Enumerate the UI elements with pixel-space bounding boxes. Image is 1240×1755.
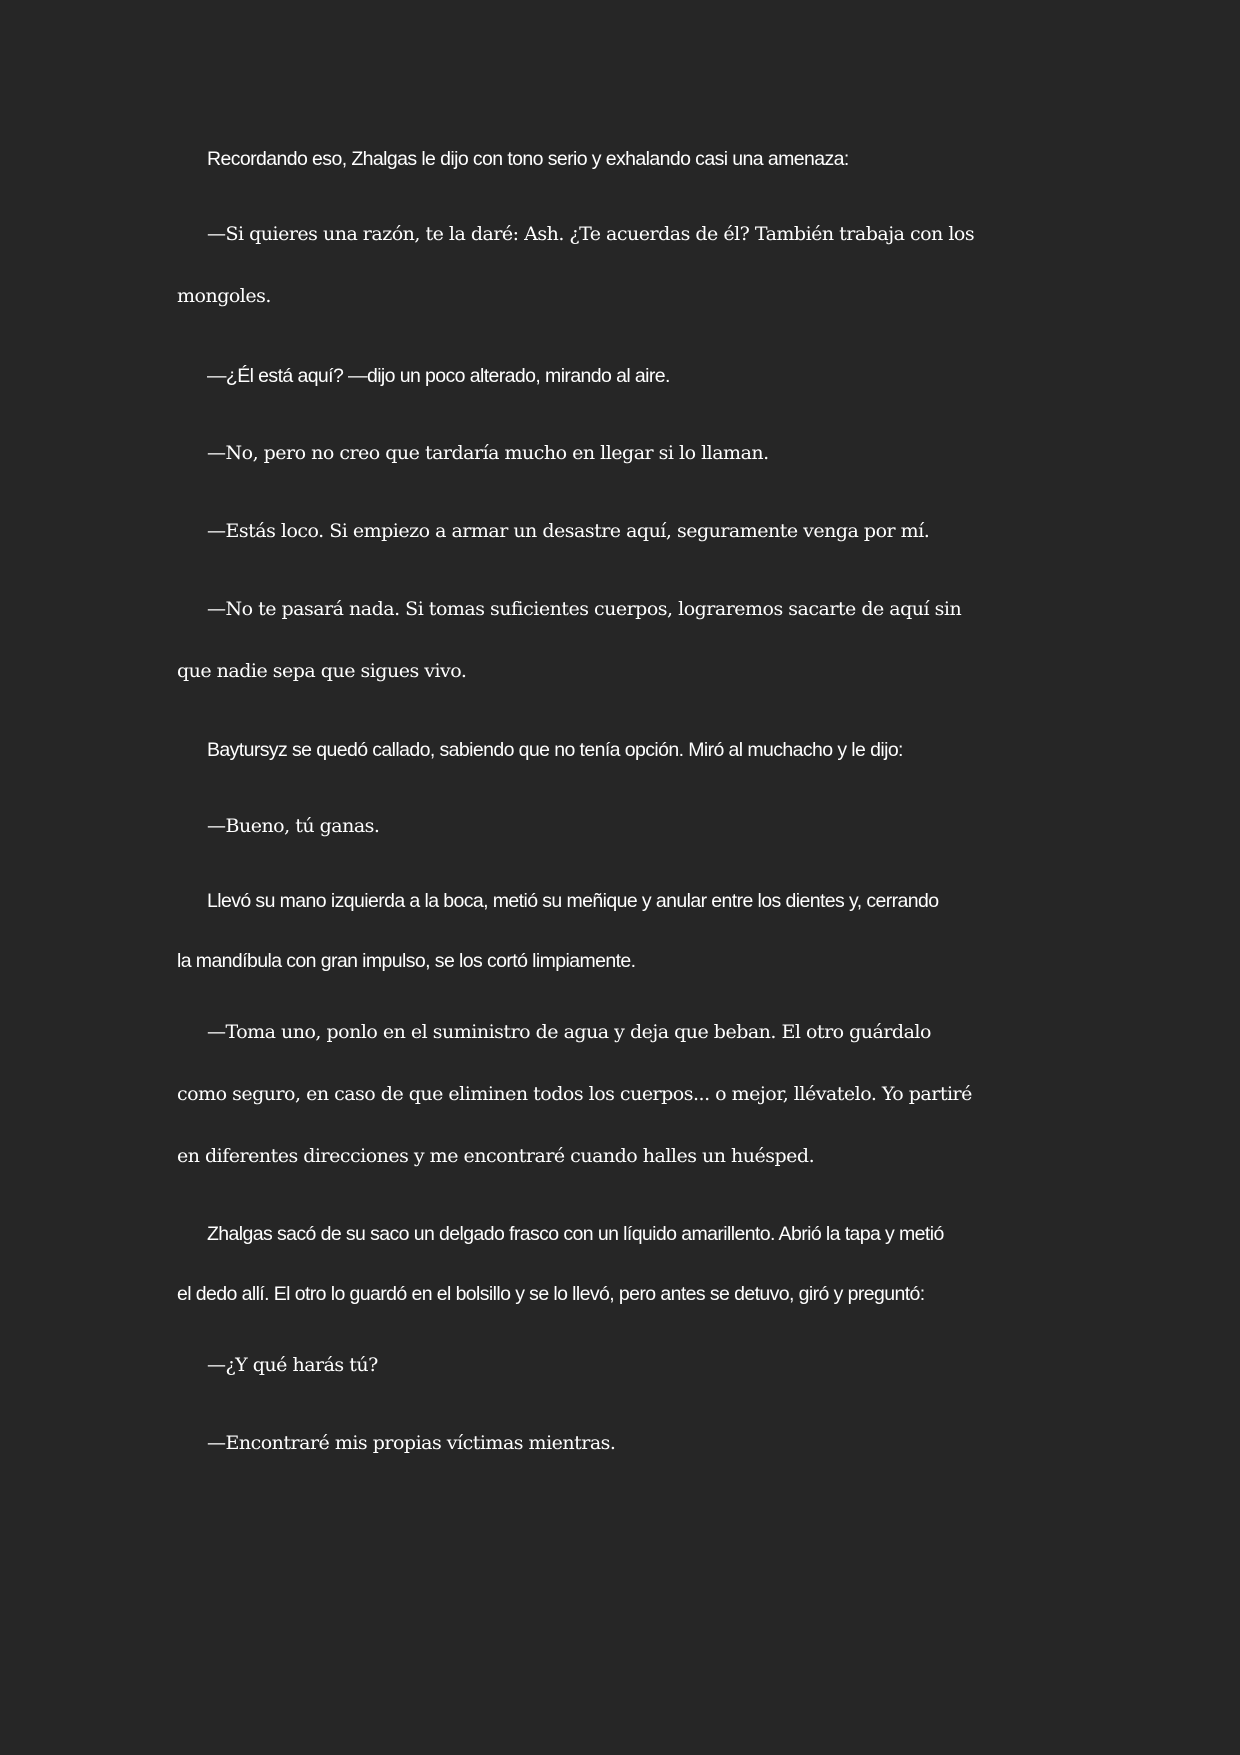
paragraph-line: mongoles. <box>177 285 271 307</box>
paragraph-line: —Estás loco. Si empiezo a armar un desastre aquí, seguramente venga por mí. <box>207 520 930 542</box>
paragraph-line: en diferentes direcciones y me encontraré cuando halles un huésped. <box>177 1145 815 1167</box>
paragraph-line: Recordando eso, Zhalgas le dijo con tono serio y exhalando casi una amenaza: <box>207 148 849 170</box>
paragraph-line: —No, pero no creo que tardaría mucho en llegar si lo llaman. <box>207 442 769 464</box>
paragraph-line: el dedo allí. El otro lo guardó en el bolsillo y se lo llevó, pero antes se detuvo, giró y preguntó: <box>177 1283 925 1305</box>
paragraph-line: Llevó su mano izquierda a la boca, metió su meñique y anular entre los dientes y, cerrando <box>207 890 939 912</box>
paragraph-line: —Toma uno, ponlo en el suministro de agua y deja que beban. El otro guárdalo <box>207 1021 931 1043</box>
paragraph-line: —No te pasará nada. Si tomas suficientes cuerpos, lograremos sacarte de aquí sin <box>207 598 962 620</box>
paragraph-line: —¿Él está aquí? —dijo un poco alterado, mirando al aire. <box>207 365 670 387</box>
paragraph-line: —¿Y qué harás tú? <box>207 1354 378 1376</box>
paragraph-line: que nadie sepa que sigues vivo. <box>177 660 467 682</box>
paragraph-line: —Encontraré mis propias víctimas mientras. <box>207 1432 616 1454</box>
paragraph-line: Zhalgas sacó de su saco un delgado frasco con un líquido amarillento. Abrió la tapa y metió <box>207 1223 944 1245</box>
paragraph-line: —Si quieres una razón, te la daré: Ash. ¿Te acuerdas de él? También trabaja con los <box>207 223 975 245</box>
paragraph-line: la mandíbula con gran impulso, se los cortó limpiamente. <box>177 950 636 972</box>
paragraph-line: Baytursyz se quedó callado, sabiendo que no tenía opción. Miró al muchacho y le dijo: <box>207 739 903 761</box>
paragraph-line: —Bueno, tú ganas. <box>207 815 380 837</box>
paragraph-line: como seguro, en caso de que eliminen todos los cuerpos... o mejor, llévatelo. Yo partiré <box>177 1083 972 1105</box>
